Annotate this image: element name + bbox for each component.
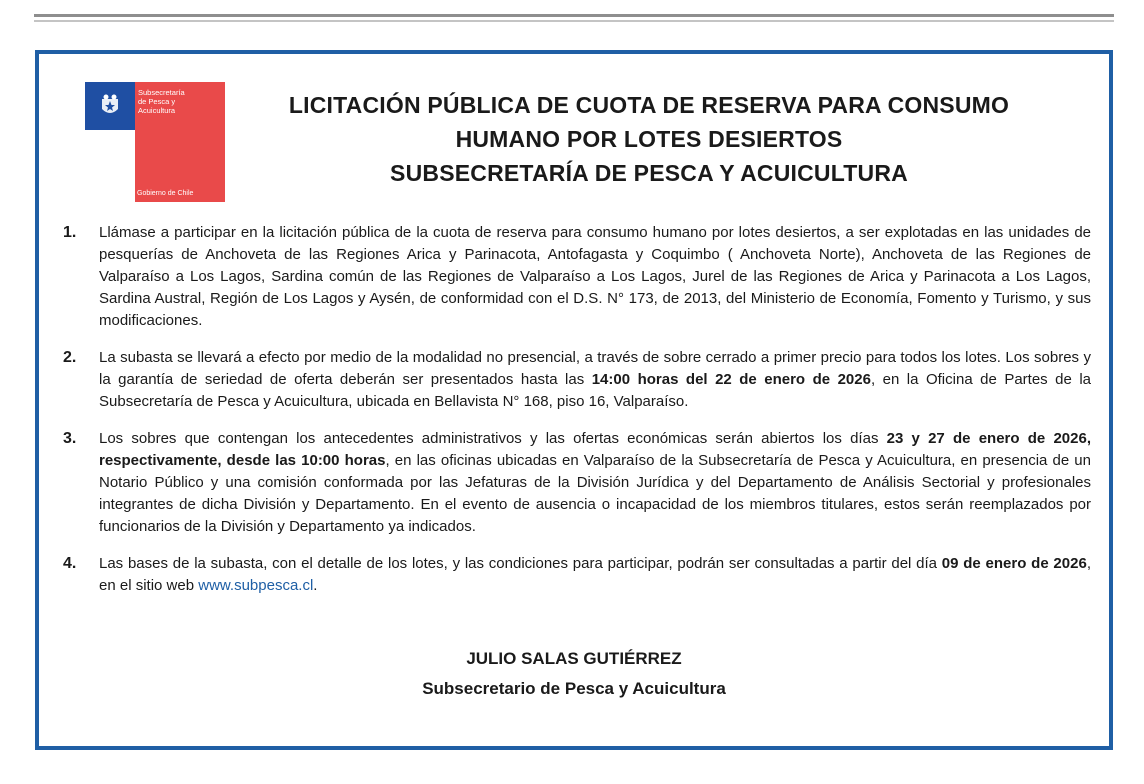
title-line-1: LICITACIÓN PÚBLICA DE CUOTA DE RESERVA PARA CONSUMO	[288, 92, 1010, 118]
subpesca-logo	[85, 82, 225, 202]
logo-government-label: Gobierno de Chile	[137, 190, 194, 197]
logo-org-name: Subsecretaría de Pesca y Acuicultura	[135, 82, 225, 130]
item-text: La subasta se llevará a efecto por medio de la modalidad no presencial, a través de sobre cerrado a primer precio para todos los lotes. Los sobres y la garantía de seriedad de oferta deberán ser presentados hasta las 14:00 horas del 22 de enero de 2026, en la Oficina de Partes de la Subsecretaría de Pesca y Acuicultura, ubicada en Bellavista N° 168, piso 16, Valparaíso.	[99, 349, 1092, 410]
signatory-role: Subsecretario de Pesca y Acuicultura	[422, 679, 726, 698]
opening-dates-bold: 23 y 27 de enero de 2026, respectivamente, desde las 10:00 horas	[99, 430, 1091, 469]
title-line-3: SUBSECRETARÍA DE PESCA Y ACUICULTURA	[390, 160, 908, 186]
website-link[interactable]: www.subpesca.cl	[198, 577, 314, 594]
coat-of-arms-icon	[85, 82, 135, 130]
list-item	[63, 347, 1091, 413]
notice-title	[229, 88, 1069, 190]
item-number: 2.	[63, 349, 77, 366]
item-text: Llámase a participar en la licitación pública de la cuota de reserva para consumo humano por lotes desiertos, a ser explotadas en las unidades de pesquerías de Anchoveta de las Regiones Arica y Parinacota, Antofagasta y Coquimbo ( Anchoveta Norte), Anchoveta de las Regiones de Valparaíso a Los Lagos, Sardina común de las Regiones de Valparaíso a Los Lagos, Jurel de las Regiones de Arica y Parinacota a Los Lagos, Sardina Austral, Región de Los Lagos y Aysén, de conformidad con el D.S. N° 173, de 2013, del Ministerio de Economía, Fomento y Turismo, y sus modificaciones.	[99, 224, 1091, 329]
signature-block	[39, 644, 1109, 704]
signatory-name: JULIO SALAS GUTIÉRREZ	[466, 649, 682, 668]
availability-date-bold: 09 de enero de 2026	[941, 555, 1087, 572]
list-item	[63, 222, 1091, 332]
title-line-2: HUMANO POR LOTES DESIERTOS	[455, 126, 843, 152]
notice-items	[63, 222, 1091, 612]
item-number: 4.	[63, 555, 77, 572]
list-item	[63, 428, 1091, 538]
item-number: 1.	[63, 224, 77, 241]
item-number: 3.	[63, 430, 77, 447]
item-text: Los sobres que contengan los antecedentes administrativos y las ofertas económicas serán abiertos los días 23 y 27 de enero de 2026, respectivamente, desde las 10:00 horas, en las oficinas ubicadas en Valparaíso de la Subsecretaría de Pesca y Acuicultura, en presencia de un Notario Público y una comisión conformada por las Jefaturas de la División Jurídica y del Departamento de Análisis Sectorial y profesionales integrantes de dicha División y Departamento. En el evento de ausencia o incapacidad de los miembros titulares, estos serán reemplazados por funcionarios de la División y Departamento ya indicados.	[99, 430, 1091, 535]
deadline-bold: 14:00 horas del 22 de enero de 2026	[591, 371, 871, 388]
public-notice	[35, 50, 1113, 750]
top-divider-rule	[34, 14, 1114, 22]
item-text: Las bases de la subasta, con el detalle de los lotes, y las condiciones para participar, podrán ser consultadas a partir del día 09 de enero de 2026, en el sitio web www.subpesca.cl.	[99, 555, 1091, 594]
list-item	[63, 553, 1091, 597]
